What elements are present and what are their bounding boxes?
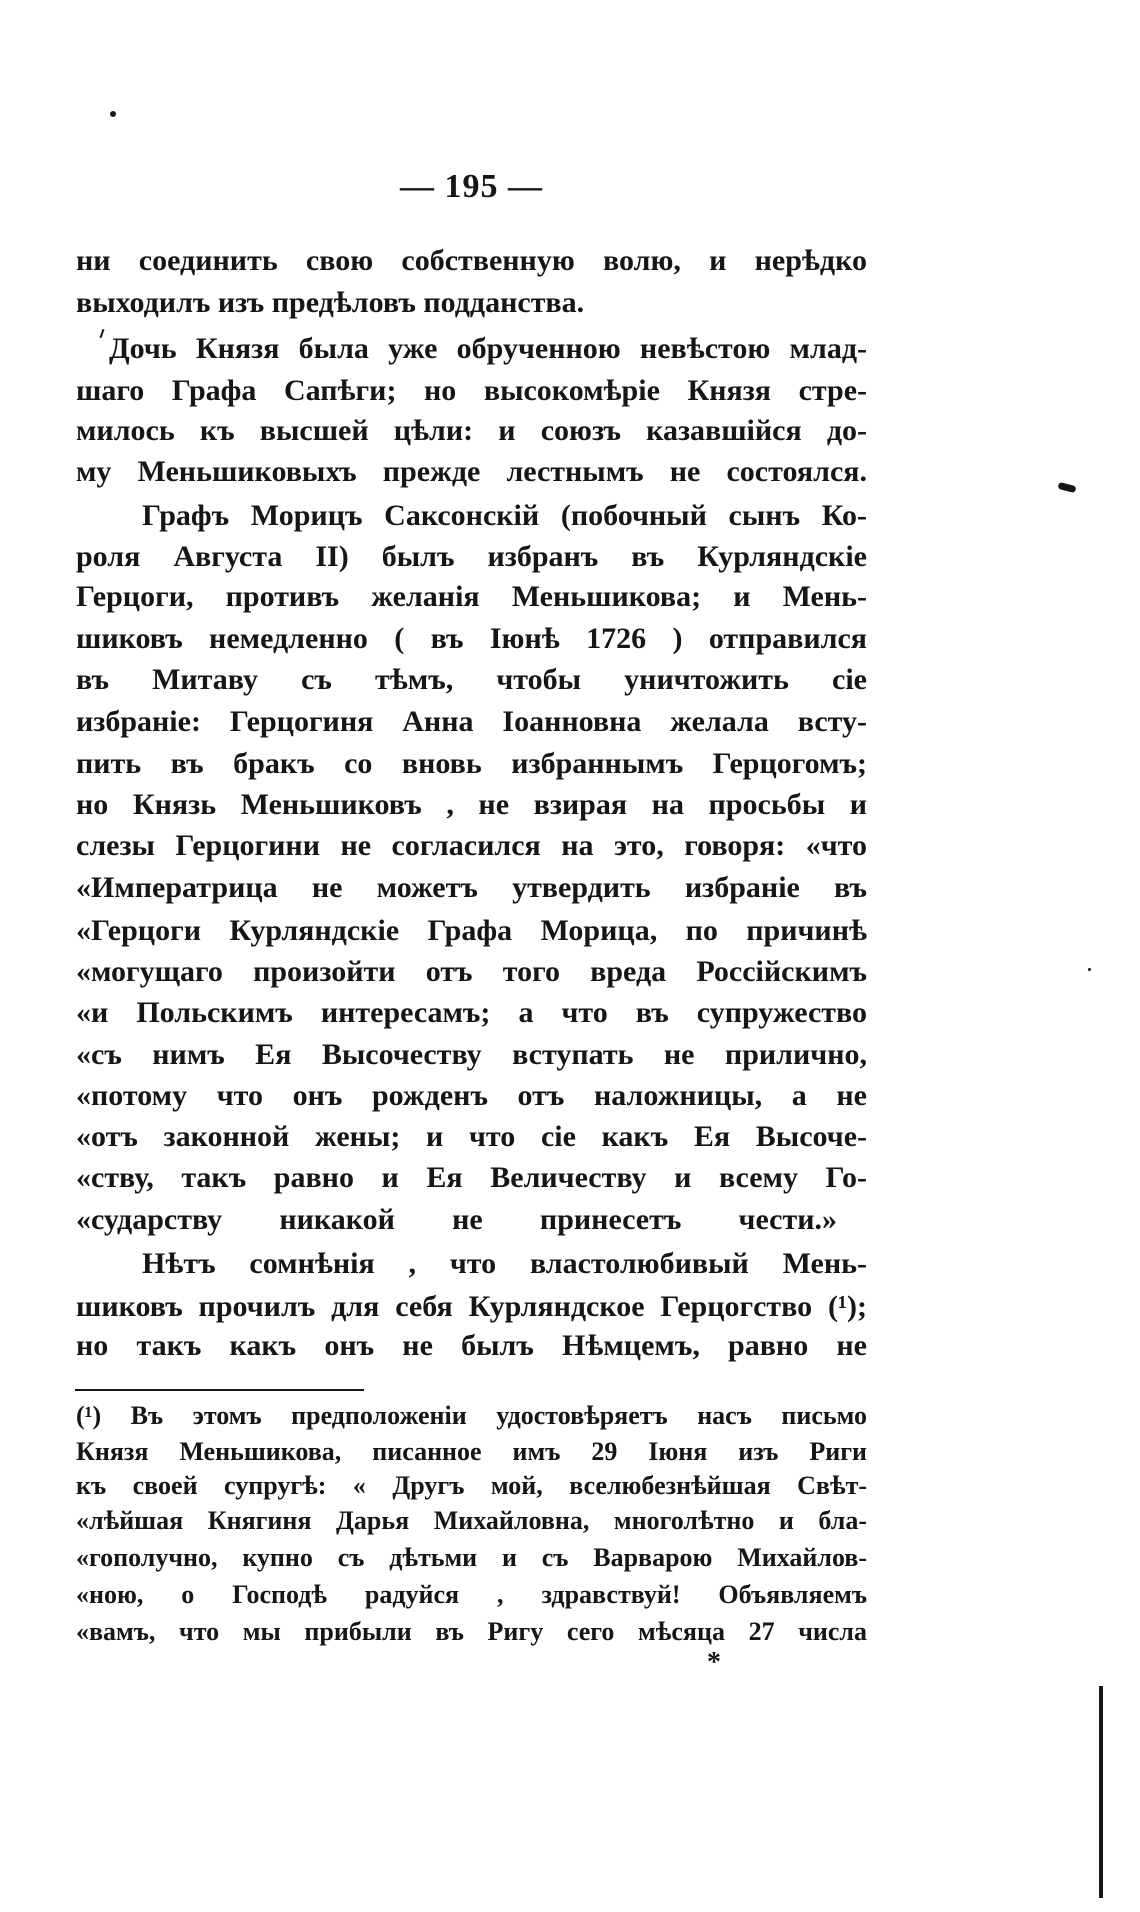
text-line: «отъ законной жены; и что сіе какъ Ея Высоче- bbox=[76, 1120, 867, 1153]
text-line: шиковъ прочилъ для себя Курляндское Герцогство (¹); bbox=[76, 1290, 867, 1323]
text-line: «потому что онъ рожденъ отъ наложницы, а не bbox=[76, 1079, 867, 1112]
text-line: роля Августа II) былъ избранъ въ Курляндскіе bbox=[76, 540, 867, 573]
scan-artifact-dash bbox=[1057, 482, 1076, 493]
text-line: слезы Герцогини не согласился на это, говоря: «что bbox=[76, 829, 867, 862]
text-line: Нѣтъ сомнѣнія , что властолюбивый Мень- bbox=[142, 1247, 867, 1280]
text-line: ни соединить свою собственную волю, и нерѣдко bbox=[76, 244, 867, 277]
text-line: «Герцоги Курляндскіе Графа Морица, по причинѣ bbox=[76, 914, 867, 947]
text-line: но Князь Меньшиковъ , не взирая на просьбы и bbox=[76, 788, 867, 821]
text-line: Герцоги, противъ желанія Меньшикова; и Мень- bbox=[76, 580, 867, 613]
footnote-line: «лѣйшая Княгиня Дарья Михайловна, многолѣтно и бла- bbox=[76, 1506, 867, 1535]
scan-artifact-dot bbox=[110, 111, 116, 117]
footnote-line: «вамъ, что мы прибыли въ Ригу сего мѣсяца 27 числа bbox=[76, 1617, 867, 1646]
scan-artifact-dot bbox=[1088, 968, 1091, 971]
scan-edge-line bbox=[1099, 1686, 1103, 1898]
footnote-line: (¹) Въ этомъ предположеніи удостовѣряетъ насъ письмо bbox=[76, 1401, 867, 1430]
text-line: Дочь Князя была уже обрученною невѣстою млад- bbox=[109, 332, 867, 365]
text-line: но такъ какъ онъ не былъ Нѣмцемъ, равно не bbox=[76, 1329, 867, 1362]
footnote-line: Князя Меньшикова, писанное имъ 29 Іюня изъ Риги bbox=[76, 1437, 867, 1466]
signature-mark: * bbox=[707, 1647, 721, 1678]
scan-artifact-tick bbox=[100, 329, 105, 338]
footnote-line: къ своей супругѣ: « Другъ мой, вселюбезнѣйшая Свѣт- bbox=[76, 1471, 867, 1500]
text-line: Графъ Морицъ Саксонскій (побочный сынъ Ко- bbox=[142, 499, 867, 532]
text-line: «сударству никакой не принесетъ чести.» bbox=[76, 1203, 837, 1236]
footnote-rule bbox=[75, 1389, 364, 1391]
text-line: «Императрица не можетъ утвердить избраніе въ bbox=[76, 871, 867, 904]
text-line: «и Польскимъ интересамъ; а что въ супружество bbox=[76, 996, 867, 1029]
page-number: — 195 — bbox=[400, 168, 543, 205]
footnote-line: «гополучно, купно съ дѣтьми и съ Варварою Михайлов- bbox=[76, 1543, 867, 1572]
text-line: «съ нимъ Ея Высочеству вступать не прилично, bbox=[76, 1038, 867, 1071]
text-line: пить въ бракъ со вновь избраннымъ Герцогомъ; bbox=[76, 747, 867, 780]
text-line: му Меньшиковыхъ прежде лестнымъ не состоялся. bbox=[76, 455, 867, 488]
text-line: выходилъ изъ предѣловъ подданства. bbox=[76, 286, 585, 319]
text-line: «могущаго произойти отъ того вреда Россійскимъ bbox=[76, 955, 867, 988]
text-line: шиковъ немедленно ( въ Іюнѣ 1726 ) отправился bbox=[76, 622, 867, 655]
text-line: «ству, такъ равно и Ея Величеству и всему Го- bbox=[76, 1161, 867, 1194]
footnote-line: «ною, о Господѣ радуйся , здравствуй! Объявляемъ bbox=[76, 1580, 867, 1609]
text-line: въ Митаву съ тѣмъ, чтобы уничтожить сіе bbox=[76, 663, 867, 696]
text-line: милось къ высшей цѣли: и союзъ казавшійся до- bbox=[76, 414, 867, 447]
text-line: шаго Графа Сапѣги; но высокомѣріе Князя стре- bbox=[76, 374, 867, 407]
text-line: избраніе: Герцогиня Анна Іоанновна желала всту- bbox=[76, 705, 867, 738]
